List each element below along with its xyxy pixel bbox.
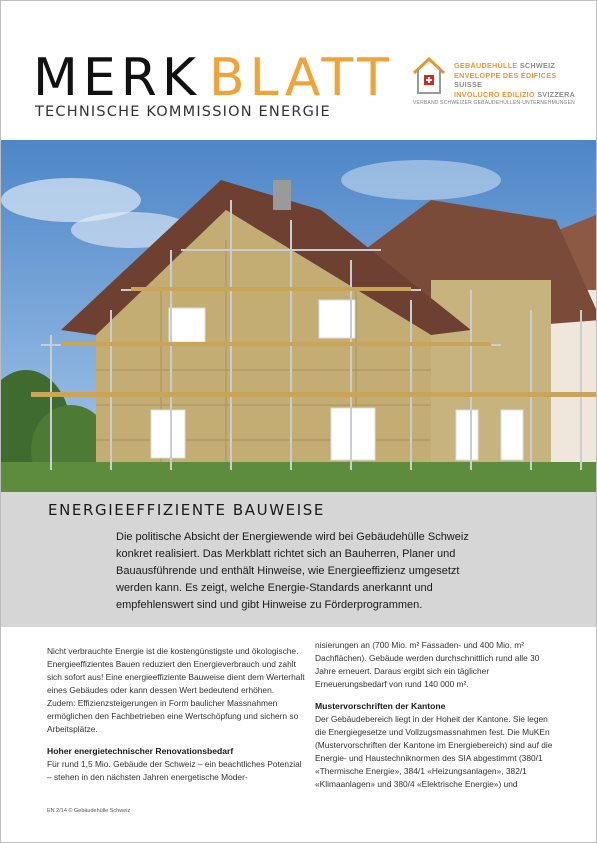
lead-section — [1, 492, 596, 627]
section-heading: ENERGIEEFFIZIENTE BAUWEISE — [48, 501, 325, 519]
body-column-left — [47, 645, 305, 784]
logo-association: VERBAND SCHWEIZER GEBÄUDEHÜLLEN-UNTERNEHMUNGEN — [413, 100, 575, 106]
logo-line3-a: INVOLUCRO EDILIZIO — [454, 89, 535, 99]
page-subtitle: TECHNISCHE KOMMISSION ENERGIE — [35, 104, 331, 120]
logo-line3-b: SVIZZERA — [537, 89, 576, 99]
gebaeudehuelle-logo — [412, 53, 582, 113]
title-blatt: BLATT — [209, 48, 394, 108]
paragraph: Nicht verbrauchte Energie ist die kostengünstigste und ökologische. Energieeffizientes Bauen reduziert den Energieverbrauch und zahlt sich sofort aus! Eine energieeffiziente Bauweise dient dem Werterhalt eines Gebäudes oder kann dessen Wert bedeutend erhöhen. — [47, 646, 305, 695]
house-logo-icon — [412, 53, 446, 97]
paragraph: Der Gebäudebereich liegt in der Hoheit der Kantone. Sie legen die Energiegesetze und Vollzugsmassnahmen fest. Die MuKEn (Mustervorschriften der Kantone im Energiebereich) sind auf die Energie- und Haustechniknormen des SIA abgestimmt (380/1 «Thermische Energie», 384/1 «Heizungsanlagen», 382/1 «Klimaanlagen» und 380/4 «Elektrische Energie») und — [315, 714, 553, 789]
body-column-right — [315, 639, 561, 791]
logo-line1-a: GEBÄUDEHÜLLE — [454, 61, 518, 70]
subheading: Hoher energietechnischer Renovationsbedarf — [47, 746, 234, 756]
lead-paragraph: Die politische Absicht der Energiewende wird bei Gebäudehülle Schweiz konkret realisiert. Das Merkblatt richtet sich an Bauherren, Planer und Bauausführende und enthält Hinweise, wie Energieeffizienz umgesetzt werden kann. Es zeigt, welche Energie-Standards anerkannt und empfehlenswert sind und gibt Hinweise zu Förderprogrammen. — [116, 531, 469, 611]
house-scaffolding-photo — [1, 140, 596, 492]
title-merk: MERK — [33, 48, 201, 108]
logo-line2-a: ENVELOPPE DES ÉDIFICES — [454, 70, 557, 80]
paragraph: Für rund 1,5 Mio. Gebäude der Schweiz – ein beachtliches Potenzial – stehen in den nächsten Jahren energetische Moder- — [47, 759, 302, 782]
subheading: Mustervorschriften der Kantone — [315, 701, 446, 711]
paragraph: Zudem: Effizienzsteigerungen in Form baulicher Massnahmen ermöglichen den Fachbetrieben eine Wertschöpfung und sichern so Arbeitsplätze. — [47, 698, 299, 734]
logo-line2-b: SUISSE — [454, 80, 483, 90]
logo-text — [454, 61, 582, 99]
paragraph: nisierungen an (700 Mio. m² Fassaden- und 400 Mio. m² Dachflächen). Gebäude werden durchschnittlich rund alle 30 Jahre erneuert. Daraus ergibt sich ein täglicher Erneuerungsbedarf von rund 140 000 m². — [315, 640, 540, 689]
page-footer: EN 2/14 © Gebäudehülle Schweiz — [47, 808, 131, 814]
logo-line1-b: SCHWEIZ — [519, 61, 556, 70]
